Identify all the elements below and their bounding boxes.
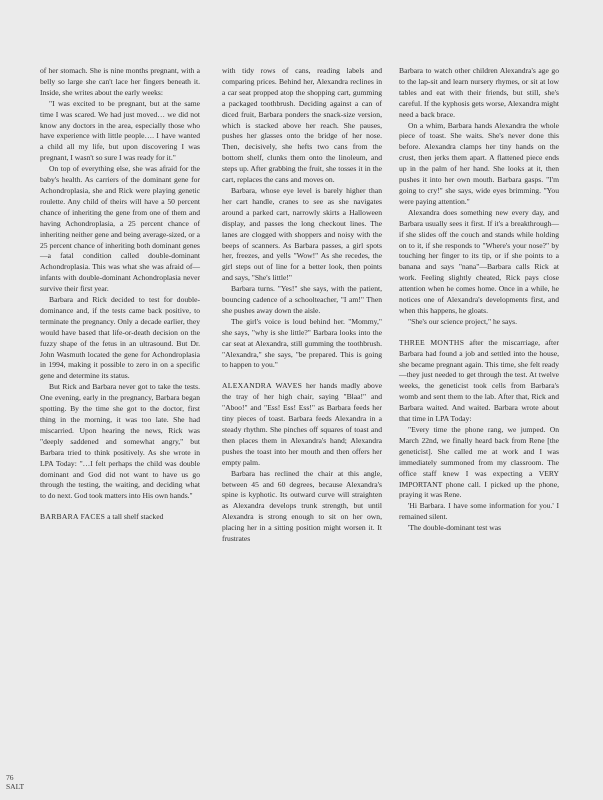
paragraph: Alexandra does something new every day, and Barbara usually sees it first. If it's a breakthrough—if she slides off the couch and stands while holding on to it, if she responds to "Where's your nose?" by touching her finger to its tip, or if she points to a banana and says "nana"—Barbara calls Rick at work. Feeling slightly cheated, Rick pays close attention when he comes home. Once in a while, he notices one of Alexandra's developments first, and when this happens, he gloats.: [399, 207, 559, 315]
section-opening: THREE MONTHS after the miscarriage, after Barbara had found a job and settled into the house, she became pregnant again. This time, she felt ready—they just needed to get through the test. At twelve weeks, the geneticist took cells from Barbara's womb and sent them to the lab. After that, Rick and Barbara waited. And waited. Barbara wrote about that time in LPA Today:: [399, 337, 560, 424]
paragraph: 'Hi Barbara. I have some information for you.' I remained silent.: [399, 501, 559, 522]
page-folio: [6, 773, 24, 791]
page-number: 76: [6, 773, 14, 782]
paragraph: 'The double-dominant test was: [408, 523, 502, 533]
paragraph: Barbara turns. "Yes!" she says, with the patient, bouncing cadence of a schoolteacher, "I am!" Then she pushes away down the aisle.: [222, 284, 382, 315]
paragraph: On a whim, Barbara hands Alexandra the whole piece of toast. She waits. She's never done this before. Alexandra clamps her tiny hands on the crust, then jerks them apart. A flattened piece ends up in the palm of her hand. She looks at it, then pushes it into her own mouth. Barbara gasps. "I'm going to cry!" she says, wide eyes brimming. "You were paying attention.": [399, 120, 559, 206]
paragraph: Barbara has reclined the chair at this angle, between 45 and 60 degrees, because Alexandra's spine is kyphotic. Its outward curve will straighten as Alexandra develops trunk strength, but until Alexandra is strong enough to sit on her own, placing her in a sitting position might worsen it. It frustrates: [222, 468, 382, 544]
paragraph: Barbara to watch other children Alexandra's age go to the lap-sit and learn nursery rhymes, or sit at low tables and eat with their friends, but still, she's careful. If the kyphosis gets worse, Alexandra might need a back brace.: [399, 66, 559, 119]
paragraph: of her stomach. She is nine months pregnant, with a belly so large she can't lace her fingers beneath it. Inside, she writes about the early weeks:: [40, 66, 200, 97]
paragraph: "She's our science project," he says.: [408, 316, 517, 326]
paragraph: On top of everything else, she was afraid for the baby's health. As carriers of the dominant gene for Achondroplasia, she and Rick were playing genetic roulette. Any child of theirs will have a 50 percent chance of inheriting the gene from one of them and having Achondroplasia, a 25 percent chance of inheriting neither gene and being average-sized, or a 25 percent chance of inheriting both dominant genes—a fatal condition called double-dominant Achondroplasia. This was what she was afraid of—infants with double-dominant Achondroplasia never survive their first year.: [40, 164, 200, 294]
section-opening: BARBARA FACES a tall shelf stacked: [40, 512, 164, 522]
paragraph: "I was excited to be pregnant, but at the same time I was scared. We had just moved… we did not know any doctors in the area, especially those who have experience with little people…. I have wanted a child all my life, but upon discovering I was pregnant, I wasn't so sure I was ready for it.": [40, 98, 200, 163]
magazine-name: SALT: [6, 782, 25, 791]
paragraph: "Every time the phone rang, we jumped. On March 22nd, we finally heard back from Rene [the geneticist]. She called me at work and I was immediately summoned from my classroom. The office staff knew I was expecting a VERY IMPORTANT phone call. I picked up the phone, praying it was Rene.: [399, 425, 559, 500]
article-column-2: [222, 66, 382, 545]
paragraph: with tidy rows of cans, reading labels and comparing prices. Behind her, Alexandra reclines in a car seat propped atop the shopping cart, gumming a packaged toothbrush. Deciding against a can of diced fruit, Barbara ponders the snack-size version, which is stacked above her reach. She pauses, pushes her glasses onto the bridge of her nose. Then, decisively, she hefts two cans from the bottom shelf, clunks them onto the linoleum, and steps up. After grabbing the fruit, she tosses it in the cart, replaces the cans and moves on.: [222, 66, 382, 185]
paragraph: The girl's voice is loud behind her. "Mommy," she says, "why is she little?" Barbara looks into the car seat at Alexandra, still gumming the toothbrush. "Alexandra," she says, "be prepared. This is going to happen to you.": [222, 316, 382, 370]
section-opening: ALEXANDRA WAVES her hands madly above the tray of her high chair, saying "Blaa!" and "Aboo!" and "Ess! Ess! Ess!" as Barbara feeds her tiny pieces of toast. Barbara feeds Alexandra in a steady rhythm. She pinches off squares of toast and then places them in Alexandra's hand; Alexandra pushes the toast into her mouth and then offers her empty palm.: [222, 381, 382, 467]
paragraph: But Rick and Barbara never got to take the tests. One evening, early in the pregnancy, Barbara began spotting. By the time she got to the doctor, first thing in the morning, it was too late. She had miscarried. Upon hearing the news, Rick was "deeply saddened and somewhat angry," but Barbara tried to think positively. As she wrote in LPA Today: "…I felt perhaps the child was double dominant and God did not want to have us go through the testing, the waiting, and deciding what to do next. God took matters into His own hands.": [40, 382, 200, 501]
paragraph: Barbara, whose eye level is barely higher than her cart handle, cranes to see as she navigates around a parked cart, narrowly skirts a Halloween display, and passes the long checkout lines. The lanes are clogged with shoppers and noisy with the beeps of scanners. As Barbara passes, a girl spots her, freezes, and yells "Wow!" As she recedes, the girl steps out of line for a better look, then points and says, "She's little!": [222, 185, 382, 283]
paragraph: Barbara and Rick decided to test for double-dominance and, if the tests came back positive, to terminate the pregnancy. Only a decade earlier, they would have based that life-or-death decision on the fuzzy shape of the fetus in an ultrasound. But Dr. John Wasmuth located the gene for Achondroplasia in 1994, making it possible to zero in on a specific gene and determine its status.: [40, 295, 200, 381]
article-column-1: [40, 66, 200, 523]
article-column-3: [399, 66, 559, 534]
